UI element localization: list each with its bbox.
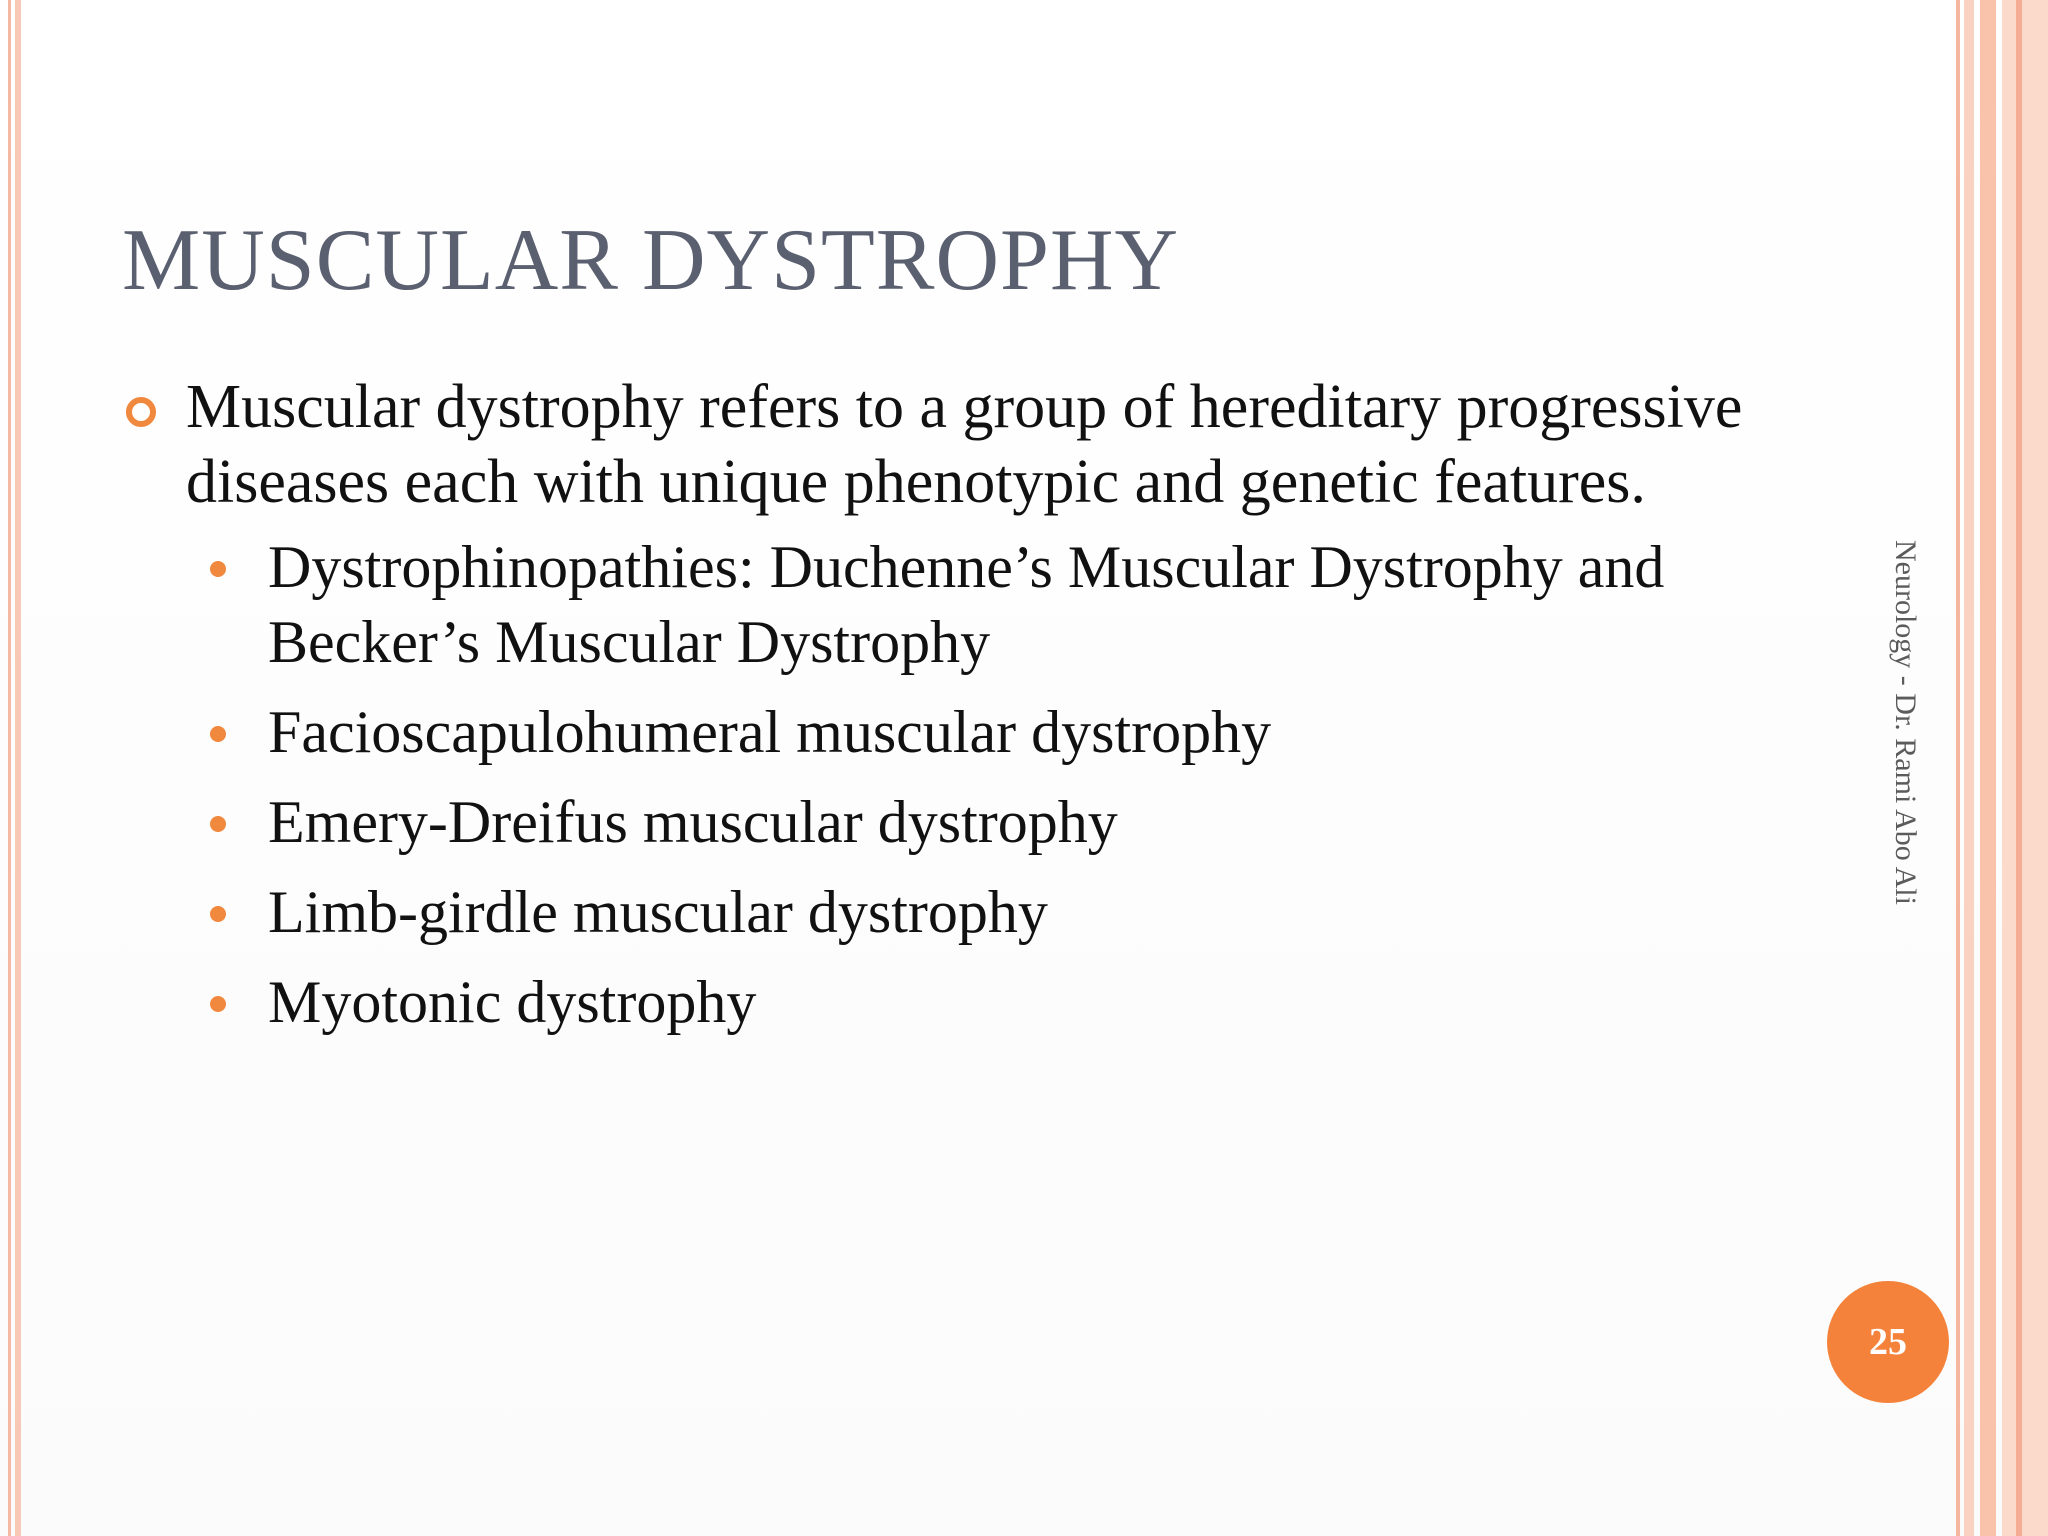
right-border-stripe xyxy=(2002,0,2048,1536)
right-border-stripe xyxy=(1980,0,1996,1536)
main-bullet-text: Muscular dystrophy refers to a group of hereditary progressive diseases each with unique phenotypic and genetic features. xyxy=(186,373,1743,516)
sub-bullet-item xyxy=(122,695,1762,770)
left-border-stripe xyxy=(8,0,11,1536)
right-border-stripe xyxy=(1956,0,1960,1536)
sub-bullet-text: Myotonic dystrophy xyxy=(268,969,757,1035)
page-number-badge xyxy=(1827,1281,1949,1403)
sub-bullet-item xyxy=(122,530,1762,680)
dot-bullet-icon xyxy=(210,726,226,742)
right-border-stripe xyxy=(2016,0,2022,1536)
page-number: 25 xyxy=(1869,1321,1907,1363)
left-border-stripe xyxy=(15,0,21,1536)
sub-bullet-item xyxy=(122,965,1762,1040)
main-bullet-item xyxy=(122,370,1762,520)
sub-bullet-text: Limb-girdle muscular dystrophy xyxy=(268,879,1048,945)
sub-bullet-text: Facioscapulohumeral muscular dystrophy xyxy=(268,699,1272,765)
sub-bullet-text: Dystrophinopathies: Duchenne’s Muscular Dystrophy and Becker’s Muscular Dystrophy xyxy=(268,534,1665,675)
right-border-stripe xyxy=(1964,0,1974,1536)
slide-title: MUSCULAR DYSTROPHY xyxy=(122,212,1180,309)
dot-bullet-icon xyxy=(210,816,226,832)
sub-bullet-item xyxy=(122,785,1762,860)
dot-bullet-icon xyxy=(210,996,226,1012)
vertical-footer-text: Neurology - Dr. Rami Abo Ali xyxy=(1889,540,1922,905)
sub-bullet-text: Emery-Dreifus muscular dystrophy xyxy=(268,789,1118,855)
dot-bullet-icon xyxy=(210,906,226,922)
sub-bullet-list xyxy=(122,530,1762,1040)
sub-bullet-item xyxy=(122,875,1762,950)
hollow-circle-bullet-icon xyxy=(126,397,156,427)
slide-content xyxy=(122,370,1762,1055)
dot-bullet-icon xyxy=(210,561,226,577)
